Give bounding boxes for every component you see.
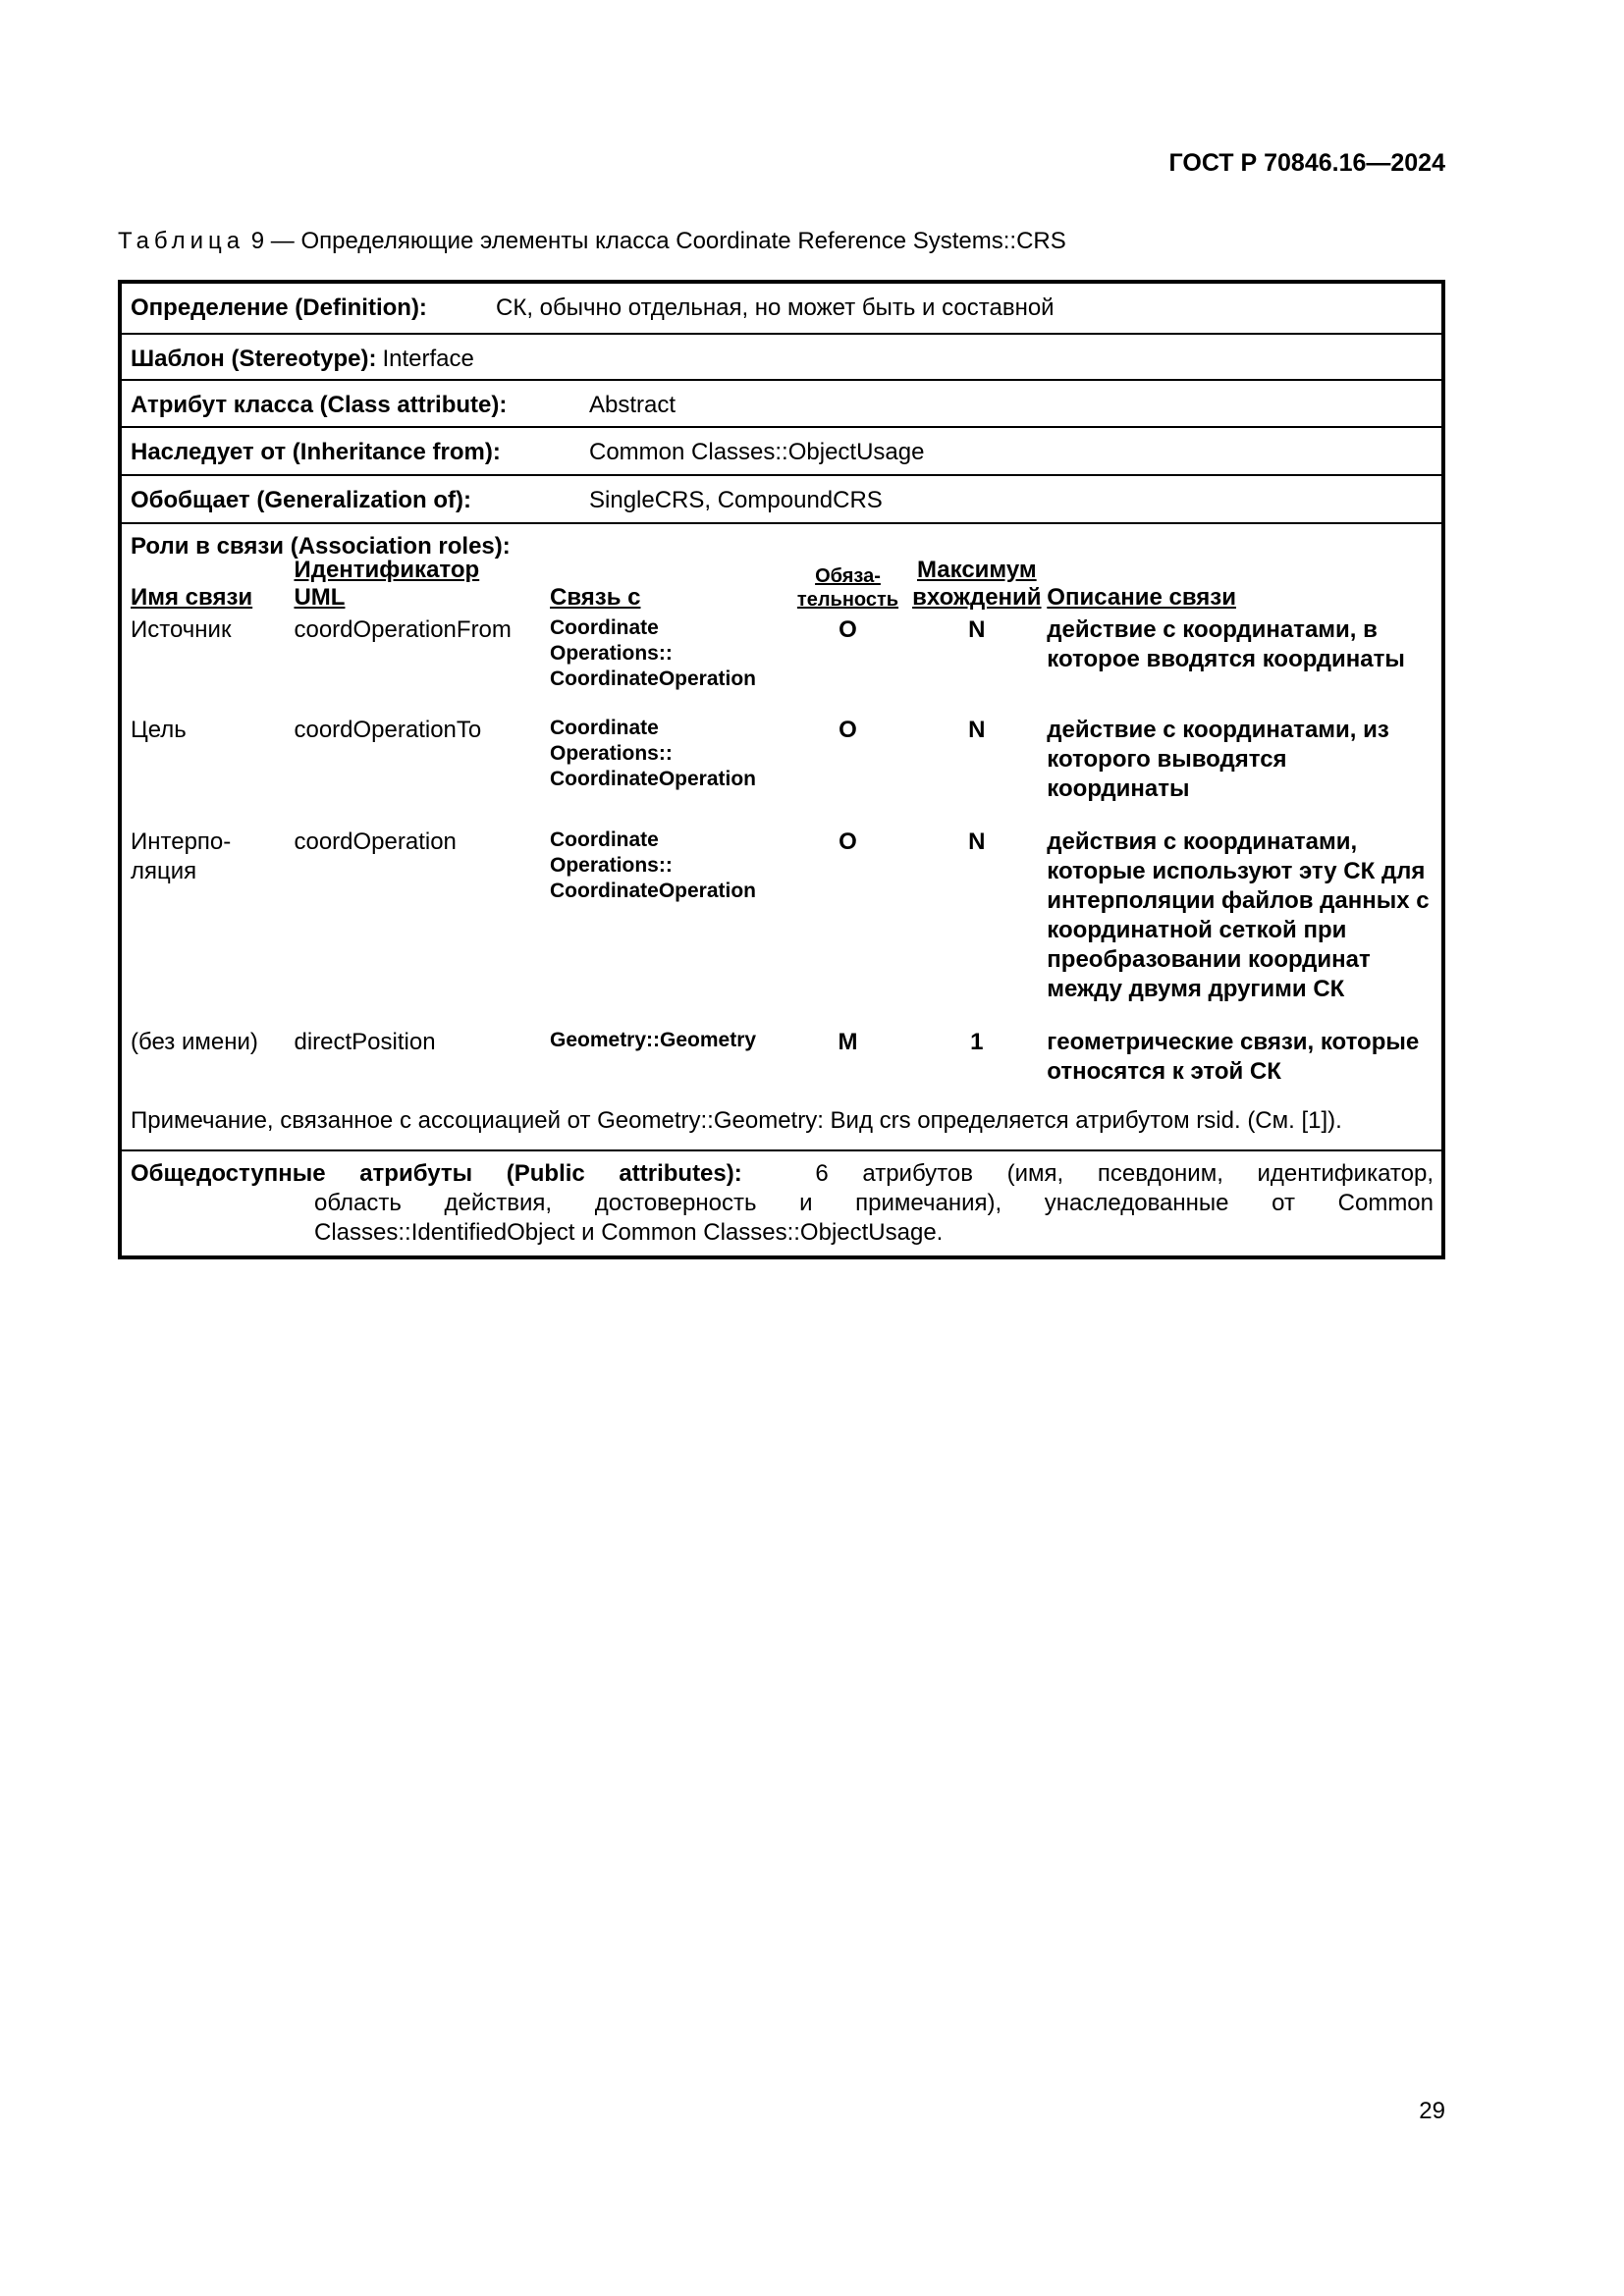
role-description: геометрические связи, которые относятся к этой СК xyxy=(1047,1029,1420,1085)
inheritance-label: Наследует от (Inheritance from): xyxy=(131,439,501,465)
page-number: 29 xyxy=(1419,2098,1445,2124)
document-header: ГОСТ Р 70846.16—2024 xyxy=(1168,149,1445,177)
role-association-line: CoordinateOperation xyxy=(550,880,757,902)
role-description: действие с координатами, из которого выводятся координаты xyxy=(1047,717,1389,802)
header-name: Имя связи xyxy=(131,584,253,611)
generalization-value: SingleCRS, CompoundCRS xyxy=(589,487,883,513)
role-obligation: O xyxy=(839,828,857,855)
role-association-line: Coordinate xyxy=(550,616,659,639)
association-note: Примечание, связанное с ассоциацией от Geometry::Geometry: Вид crs определяется атрибутом rsid. (См. [1]). xyxy=(131,1107,1342,1134)
header-obligation-line2: тельность xyxy=(796,589,899,611)
role-name: (без имени) xyxy=(131,1029,258,1055)
association-row-source xyxy=(131,615,1434,716)
role-name: Источник xyxy=(131,616,232,643)
association-row-target xyxy=(131,716,1434,828)
role-description: действия с координатами, которые используют эту СК для интерполяции файлов данных с координатной сеткой при преобразовании координат между двумя другими СК xyxy=(1047,828,1430,1002)
role-max-occurrence: N xyxy=(968,828,986,855)
role-association-line: Coordinate xyxy=(550,828,659,851)
role-description: действие с координатами, в которое вводятся координаты xyxy=(1047,616,1405,672)
header-uml xyxy=(294,557,550,615)
role-association-line: Coordinate xyxy=(550,717,659,739)
role-max-occurrence: 1 xyxy=(970,1029,984,1055)
header-assoc: Связь с xyxy=(550,584,641,611)
stereotype-row xyxy=(122,335,1441,381)
role-obligation: O xyxy=(839,616,857,643)
role-uml-id: coordOperation xyxy=(294,828,457,855)
public-attributes-continuation xyxy=(131,1189,1434,1248)
association-roles-table xyxy=(131,557,1434,1100)
public-attributes-value-rest: область действия, достоверность и примечания), унаследованные от Common Classes::IdentifiedObject и Common Classes::ObjectUsage. xyxy=(314,1190,1434,1246)
header-max-occurrence xyxy=(910,557,1043,615)
association-roles-title: Роли в связи (Association roles): xyxy=(131,533,511,560)
class-attribute-label: Атрибут класса (Class attribute): xyxy=(131,392,508,418)
role-association-line: CoordinateOperation xyxy=(550,768,757,790)
association-row-interpolation xyxy=(131,828,1434,1028)
generalization-label: Обобщает (Generalization of): xyxy=(131,487,471,513)
definition-label: Определение (Definition): xyxy=(131,294,427,321)
role-association xyxy=(550,716,785,828)
header-description: Описание связи xyxy=(1047,584,1236,611)
inheritance-value: Common Classes::ObjectUsage xyxy=(589,439,925,465)
class-attribute-value: Abstract xyxy=(589,392,677,418)
crs-definition-table xyxy=(118,280,1445,1259)
role-association-line: Operations:: xyxy=(550,854,673,877)
association-roles-row xyxy=(122,524,1441,1151)
table-caption xyxy=(118,228,1066,255)
role-association-line: Operations:: xyxy=(550,642,673,665)
public-attributes-text xyxy=(131,1159,1434,1189)
role-obligation: O xyxy=(839,717,857,743)
role-uml-id: coordOperationTo xyxy=(294,717,482,743)
role-uml-id: coordOperationFrom xyxy=(294,616,512,643)
role-obligation: M xyxy=(838,1029,858,1055)
generalization-row xyxy=(122,476,1441,524)
definition-value: СК, обычно отдельная, но может быть и составной xyxy=(496,294,1055,321)
role-max-occurrence: N xyxy=(968,717,986,743)
association-header-row xyxy=(131,557,1434,615)
header-max-line2: вхождений xyxy=(912,584,1042,611)
definition-row xyxy=(122,284,1441,335)
header-obligation-line1: Обяза- xyxy=(815,565,881,587)
stereotype-label: Шаблон (Stereotype): xyxy=(131,346,377,372)
role-association xyxy=(550,615,785,716)
role-name: Цель xyxy=(131,717,187,743)
association-row-unnamed xyxy=(131,1028,1434,1100)
header-max-line1: Максимум xyxy=(916,557,1037,583)
role-uml-id: directPosition xyxy=(294,1029,436,1055)
public-attributes-value-first: 6 атрибутов (имя, псевдоним, идентификатор, xyxy=(815,1160,1435,1187)
role-association xyxy=(550,828,785,1028)
role-association xyxy=(550,1028,785,1100)
role-association-line: Geometry::Geometry xyxy=(550,1029,757,1051)
public-attributes-row xyxy=(122,1151,1441,1255)
header-uml-line1: Идентификатор xyxy=(294,557,480,583)
public-attributes-label: Общедоступные атрибуты (Public attributes): xyxy=(131,1160,742,1187)
table-caption-text: 9 — Определяющие элементы класса Coordinate Reference Systems::CRS xyxy=(250,228,1066,254)
inheritance-row xyxy=(122,428,1441,476)
stereotype-value: Interface xyxy=(382,346,474,372)
table-caption-prefix: Таблица xyxy=(118,228,245,254)
class-attribute-row xyxy=(122,381,1441,428)
role-max-occurrence: N xyxy=(968,616,986,643)
role-association-line: Operations:: xyxy=(550,742,673,765)
header-uml-line2: UML xyxy=(294,584,346,611)
header-obligation xyxy=(785,557,911,615)
role-name: Интерпо-ляция xyxy=(131,828,232,884)
role-association-line: CoordinateOperation xyxy=(550,667,757,690)
